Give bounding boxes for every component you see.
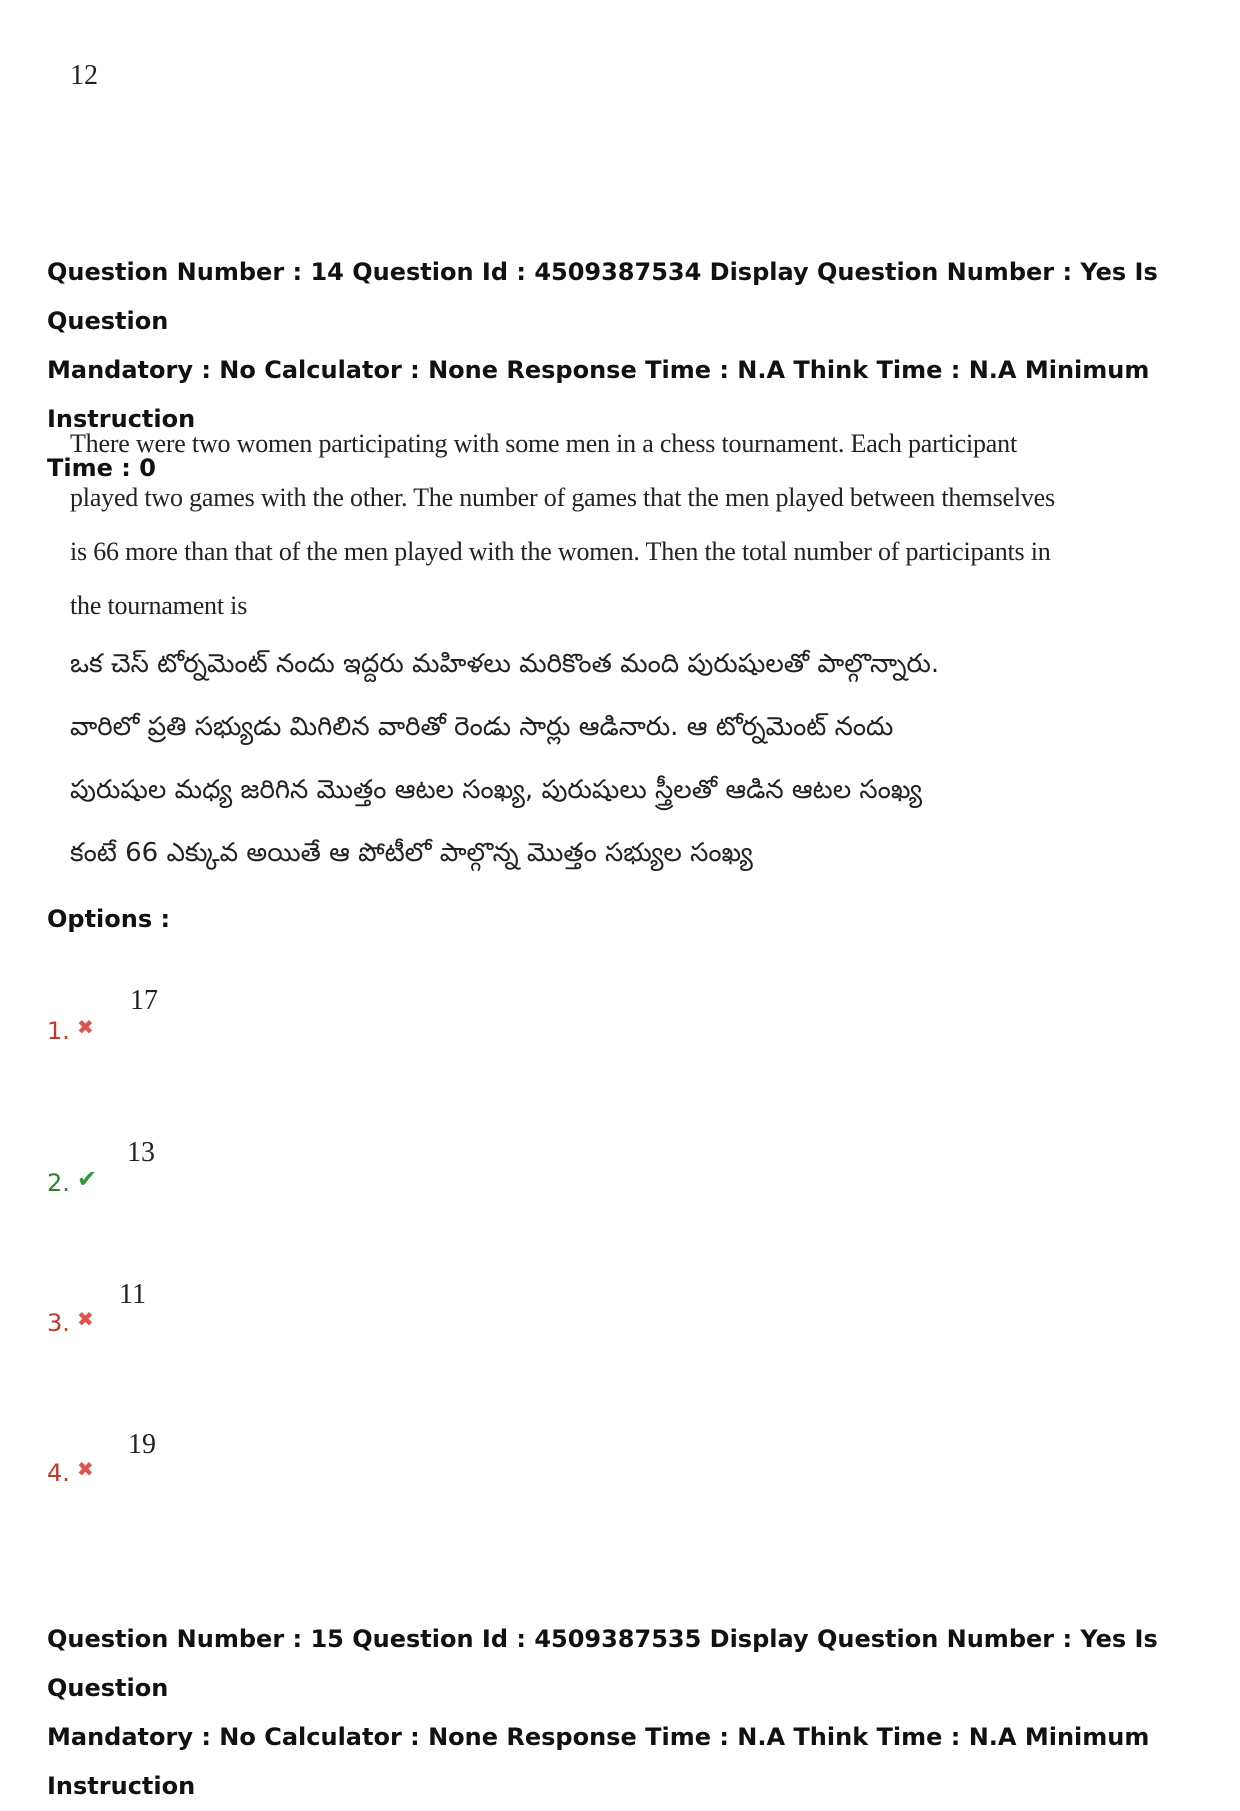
question-text-te-line: కంటే 66 ఎక్కువ అయితే ఆ పోటీలో పాల్గొన్న మొత్తం సభ్యుల సంఖ్య xyxy=(70,838,753,868)
cross-icon: ✖ xyxy=(77,1307,94,1331)
question-text-en-line: There were two women participating with some men in a chess tournament. Each participant xyxy=(70,429,1017,458)
options-label: Options : xyxy=(47,905,171,933)
meta-line: Mandatory : No Calculator : None Response Time : N.A Think Time : N.A Minimum Instruction xyxy=(47,1723,1150,1800)
option-value: 19 xyxy=(128,1429,156,1460)
question-15-meta xyxy=(47,1615,1207,1811)
cross-icon: ✖ xyxy=(77,1457,94,1481)
option-value: 17 xyxy=(130,985,158,1016)
meta-line: Question Number : 15 Question Id : 4509387535 Display Question Number : Yes Is Question xyxy=(47,1625,1158,1702)
meta-line: Question Number : 14 Question Id : 4509387534 Display Question Number : Yes Is Question xyxy=(47,258,1158,335)
check-icon: ✔ xyxy=(77,1165,98,1193)
question-14-text xyxy=(70,417,1055,885)
question-text-en-line: the tournament is xyxy=(70,591,248,620)
previous-option-value: 12 xyxy=(70,60,98,91)
meta-line: Time : 0 xyxy=(47,454,156,482)
option-number: 1. xyxy=(47,1017,70,1045)
meta-line: Mandatory : No Calculator : None Response Time : N.A Think Time : N.A Minimum Instruction xyxy=(47,356,1150,433)
option-value: 11 xyxy=(119,1279,146,1310)
question-text-en-line: is 66 more than that of the men played with the women. Then the total number of participants in xyxy=(70,537,1051,566)
cross-icon: ✖ xyxy=(77,1015,94,1039)
question-text-te-line: ఒక చెస్ టోర్నమెంట్ నందు ఇద్దరు మహిళలు మరికొంత మంది పురుషులతో పాల్గొన్నారు. xyxy=(70,649,940,679)
option-value: 13 xyxy=(127,1137,155,1168)
question-text-te-line: వారిలో ప్రతి సభ్యుడు మిగిలిన వారితో రెండు సార్లు ఆడినారు. ఆ టోర్నమెంట్ నందు xyxy=(70,712,894,742)
question-text-en-line: played two games with the other. The number of games that the men played between themselves xyxy=(70,483,1055,512)
question-text-te-line: పురుషుల మధ్య జరిగిన మొత్తం ఆటల సంఖ్య, పురుషులు స్త్రీలతో ఆడిన ఆటల సంఖ్య xyxy=(70,775,923,805)
option-number: 4. xyxy=(47,1459,70,1487)
option-number: 2. xyxy=(47,1169,70,1197)
option-number: 3. xyxy=(47,1309,70,1337)
